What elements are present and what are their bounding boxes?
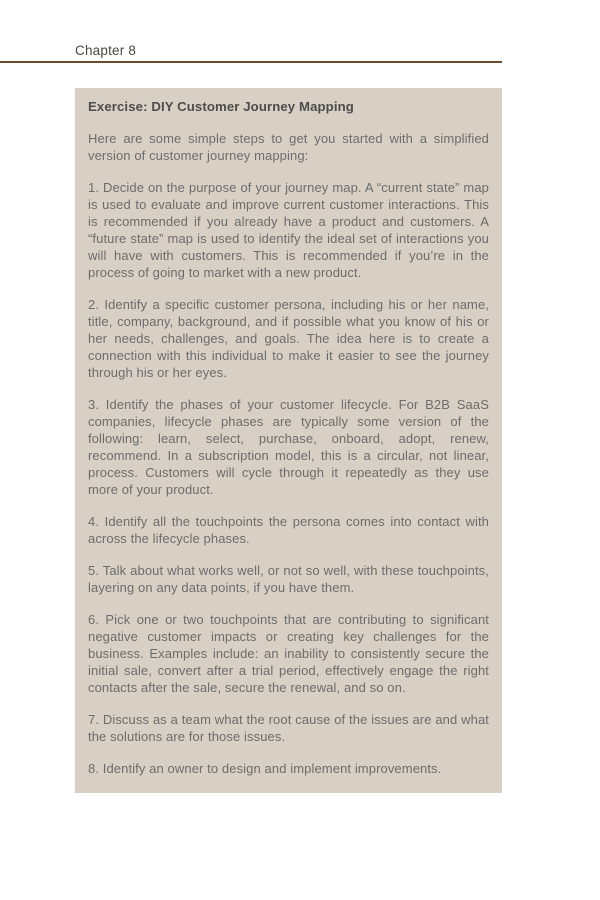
exercise-step-6: 6. Pick one or two touchpoints that are contributing to significant negative customer impacts or creating key challenges for the business. Examples include: an inability to consistently secure the initial sale, convert after a trial period, effectively engage the right contacts after the sale, secure the renewal, and so on.: [88, 612, 489, 695]
exercise-callout-box: [75, 88, 502, 793]
exercise-step-1: 1. Decide on the purpose of your journey map. A “current state” map is used to evaluate and improve current customer interactions. This is recommended if you already have a product and customers. A “future state” map is used to identify the ideal set of interactions you will have with customers. This is recommended if you’re in the process of going to market with a new product.: [88, 180, 489, 280]
chapter-label: Chapter 8: [75, 43, 137, 58]
exercise-step-2: 2. Identify a specific customer persona, including his or her name, title, company, background, and if possible what you know of his or her needs, challenges, and goals. The idea here is to create a connection with this individual to make it easier to see the journey through his or her eyes.: [88, 297, 489, 380]
header-rule-divider: [0, 61, 502, 63]
exercise-title: Exercise: DIY Customer Journey Mapping: [88, 99, 354, 114]
exercise-step-3: 3. Identify the phases of your customer lifecycle. For B2B SaaS companies, lifecycle phases are typically some version of the following: learn, select, purchase, onboard, adopt, renew, recommend. In a subscription model, this is a circular, not linear, process. Customers will cycle through it repeatedly as they use more of your product.: [88, 397, 489, 497]
exercise-intro: Here are some simple steps to get you started with a simplified version of customer journey mapping:: [88, 131, 489, 163]
exercise-step-8: 8. Identify an owner to design and implement improvements.: [88, 761, 442, 776]
exercise-step-5: 5. Talk about what works well, or not so well, with these touchpoints, layering on any data points, if you have them.: [88, 563, 489, 595]
exercise-step-4: 4. Identify all the touchpoints the persona comes into contact with across the lifecycle phases.: [88, 514, 489, 546]
exercise-step-7: 7. Discuss as a team what the root cause of the issues are and what the solutions are for those issues.: [88, 712, 489, 744]
